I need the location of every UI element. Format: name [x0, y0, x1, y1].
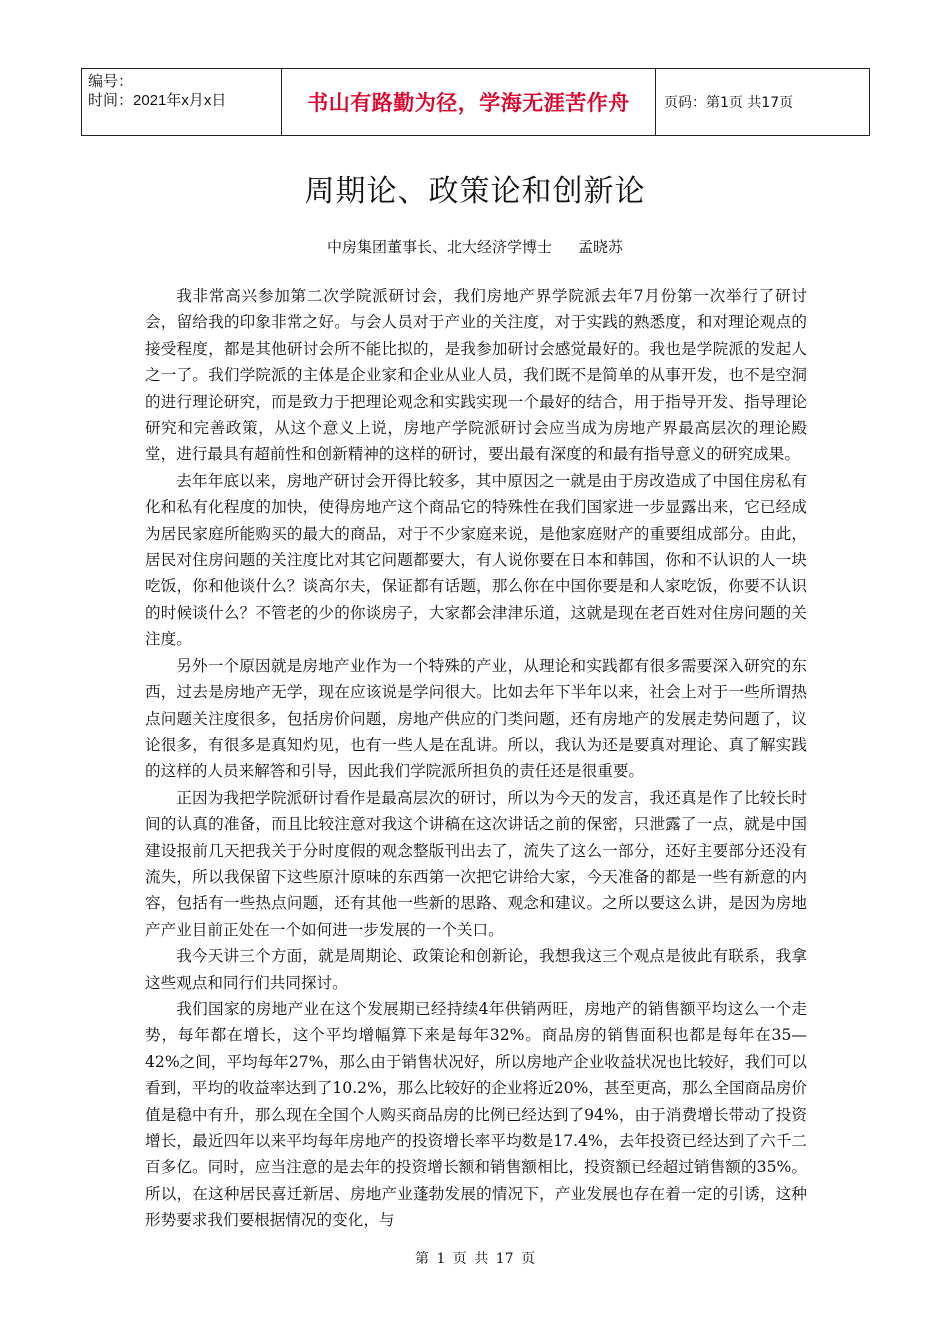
page-footer: 第 1 页 共 17 页 — [415, 1251, 535, 1267]
document-title: 周期论、政策论和创新论 — [304, 174, 646, 209]
paragraph: 我非常高兴参加第二次学院派研讨会，我们房地产界学院派去年7月份第一次举行了研讨会，留给我的印象非常之好。与会人员对于产业的关注度，对于实践的熟悉度，和对理论观点的接受程度，都是其他研讨会所不能比拟的，是我参加研讨会感觉最好的。我也是学院派的发起人之一了。我们学院派的主体是企业家和企业从业人员，我们既不是简单的从事开发，也不是空洞的进行理论研究，而是致力于把理论观念和实践实现一个最好的结合，用于指导开发、指导理论研究和完善政策，从这个意义上说，房地产学院派研讨会应当成为房地产界最高层次的理论殿堂，进行最具有超前性和创新精神的这样的研讨，要出最有深度的和最有指导意义的研究成果。 — [145, 287, 807, 464]
byline-author: 孟晓苏 — [578, 238, 624, 256]
header-box — [81, 68, 870, 136]
time-label: 时间：2021年x月x日 — [88, 92, 227, 109]
motto: 书山有路勤为径，学海无涯苦作舟 — [282, 69, 656, 135]
byline-affiliation: 中房集团董事长、北大经济学博士 — [326, 238, 552, 256]
paragraph: 正因为我把学院派研讨看作是最高层次的研讨，所以为今天的发言，我还真是作了比较长时间的认真的准备，而且比较注意对我这个讲稿在这次讲话之前的保密，只泄露了一点，就是中国建设报前几天把我关于分时度假的观念整版刊出去了，流失了这么一部分，还好主要部分还没有流失，所以我保留下这些原汁原味的东西第一次把它讲给大家，今天准备的都是一些有新意的内容，包括有一些热点问题，还有其他一些新的思路、观念和建议。之所以要这么讲，是因为房地产产业目前正处在一个如何进一步发展的一个关口。 — [145, 788, 807, 939]
byline — [0, 236, 950, 257]
header-meta — [82, 69, 282, 135]
number-label: 编号： — [88, 73, 134, 90]
paragraph: 我们国家的房地产业在这个发展期已经持续4年供销两旺，房地产的销售额平均这么一个走势，每年都在增长，这个平均增幅算下来是每年32%。商品房的销售面积也都是每年在35—42%之间，平均每年27%，那么由于销售状况好，所以房地产企业收益状况也比较好，我们可以看到，平均的收益率达到了10.2%，那么比较好的企业将近20%，甚至更高，那么全国商品房价值是稳中有升，那么现在全国个人购买商品房的比例已经达到了94%，由于消费增长带动了投资增长，最近四年以来平均每年房地产的投资增长率平均数是17.4%，去年投资已经达到了六千二百多亿。同时，应当注意的是去年的投资增长额和销售额相比，投资额已经超过销售额的35%。所以，在这种居民喜迁新居、房地产业蓬勃发展的情况下，产业发展也存在着一定的引诱，这种形势要求我们要根据情况的变化，与 — [145, 999, 807, 1230]
paragraph: 另外一个原因就是房地产业作为一个特殊的产业，从理论和实践都有很多需要深入研究的东西，过去是房地产无学，现在应该说是学问很大。比如去年下半年以来，社会上对于一些所谓热点问题关注度很多，包括房价问题，房地产供应的门类问题，还有房地产的发展走势问题了，议论很多，有很多是真知灼见，也有一些人是在乱讲。所以，我认为还是要真对理论、真了解实践的这样的人员来解答和引导，因此我们学院派所担负的责任还是很重要。 — [145, 656, 807, 781]
paragraph: 去年年底以来，房地产研讨会开得比较多，其中原因之一就是由于房改造成了中国住房私有化和私有化程度的加快，使得房地产这个商品它的特殊性在我们国家进一步显露出来，它已经成为居民家庭所能购买的最大的商品，对于不少家庭来说，是他家庭财产的重要组成部分。由此，居民对住房问题的关注度比对其它问题都要大，有人说你要在日本和韩国，你和不认识的人一块吃饭，你和他谈什么？谈高尔夫，保证都有话题，那么你在中国你要是和人家吃饭，你要不认识的时候谈什么？不管老的少的你谈房子，大家都会津津乐道，这就是现在老百姓对住房问题的关注度。 — [145, 471, 807, 649]
page-info: 页码：第1页 共17页 — [664, 95, 794, 111]
paragraph: 我今天讲三个方面，就是周期论、政策论和创新论，我想我这三个观点是彼此有联系，我拿这些观点和同行们共同探讨。 — [145, 947, 807, 992]
document-body — [145, 283, 807, 1234]
